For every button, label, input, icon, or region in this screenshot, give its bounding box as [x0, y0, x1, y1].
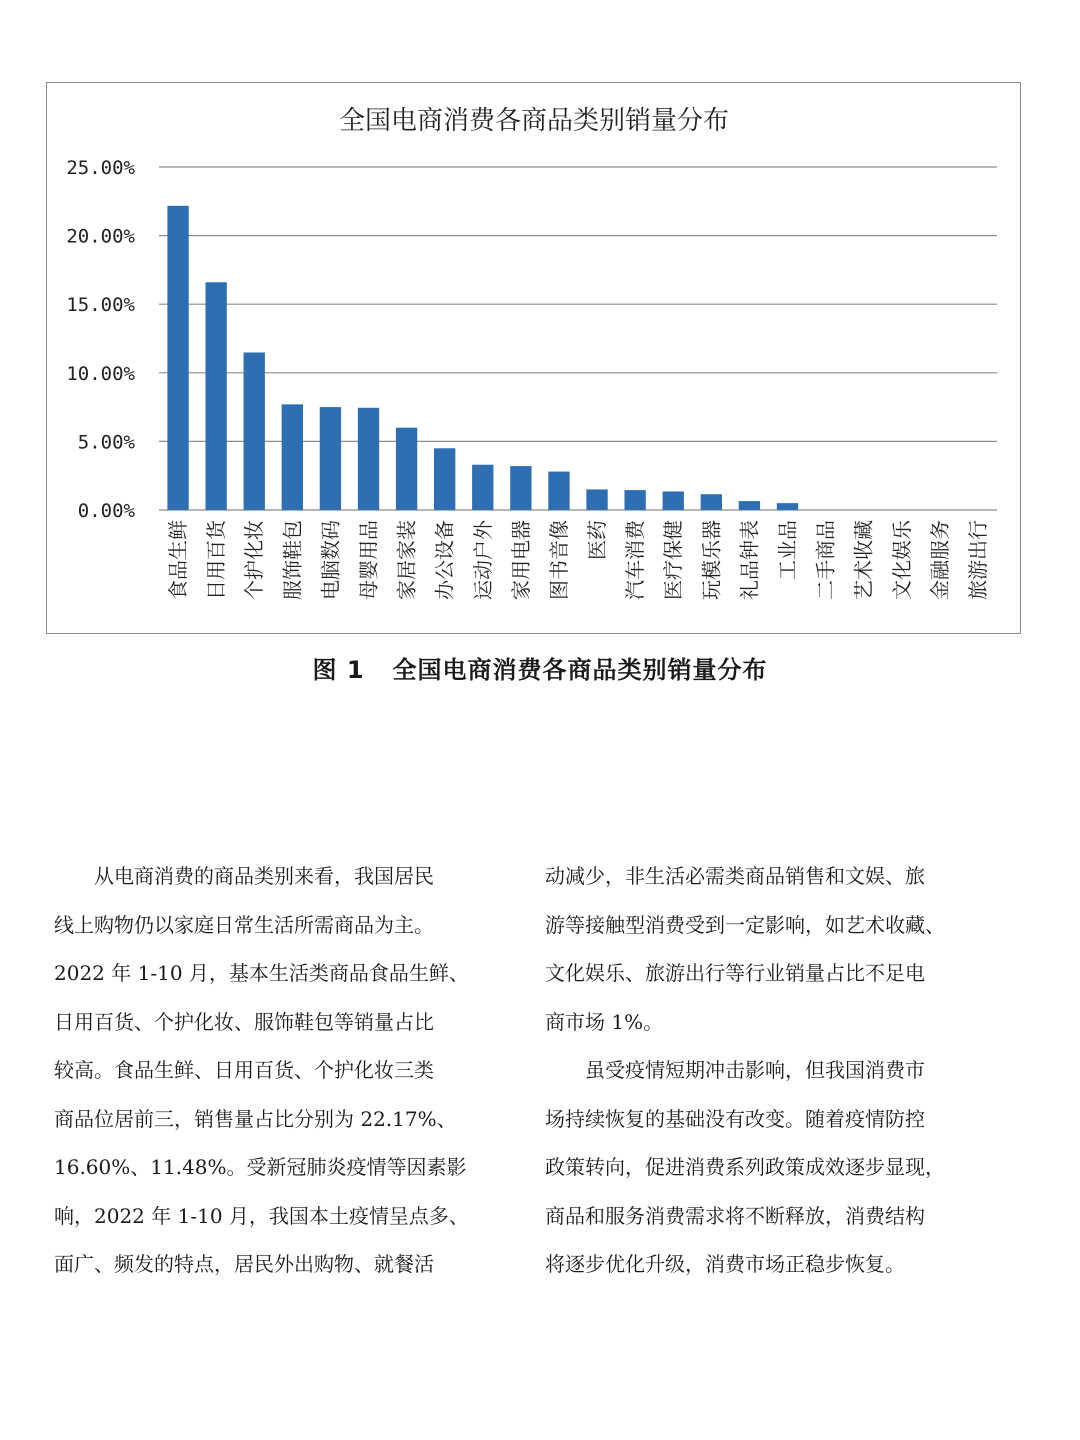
paragraph — [545, 852, 1015, 1046]
x-category-label: 玩模乐器 — [699, 520, 724, 600]
text-line: 商市场 1%。 — [545, 1009, 664, 1034]
y-tick-label: 10.00% — [66, 362, 135, 385]
x-category-label: 日用百货 — [204, 520, 229, 600]
bar-1 — [167, 206, 188, 510]
paragraph — [545, 1046, 1015, 1289]
text-line: 动减少，非生活必需类商品销售和文娱、旅 — [545, 864, 925, 888]
bar-15 — [701, 494, 722, 510]
text-line: 响，2022 年 1-10 月，我国本土疫情呈点多、 — [54, 1203, 469, 1228]
body-text-left-column — [54, 852, 509, 1289]
y-axis-tick-labels — [66, 157, 135, 522]
bar-16 — [739, 501, 760, 510]
x-category-label: 文化娱乐 — [889, 520, 914, 600]
figure-number: 图 1 — [312, 656, 365, 684]
bar-7 — [396, 428, 417, 510]
bar-9 — [472, 465, 493, 510]
x-category-label: 食品生鲜 — [166, 520, 191, 600]
bar-11 — [548, 472, 569, 510]
paragraph — [54, 852, 509, 1289]
figure-caption — [0, 650, 1080, 685]
x-category-label: 旅游出行 — [965, 520, 990, 600]
x-category-label: 图书音像 — [546, 520, 571, 600]
text-line: 政策转向，促进消费系列政策成效逐步显现， — [545, 1155, 945, 1179]
text-line: 商品和服务消费需求将不断释放，消费结构 — [545, 1203, 925, 1228]
bar-12 — [586, 489, 607, 510]
x-category-label: 艺术收藏 — [851, 520, 876, 600]
x-category-label: 母婴用品 — [356, 520, 381, 600]
text-line: 虽受疫情短期冲击影响，但我国消费市 — [585, 1058, 925, 1082]
bar-4 — [282, 404, 303, 510]
bar-17 — [777, 503, 798, 510]
bar-10 — [510, 466, 531, 510]
text-line: 2022 年 1-10 月，基本生活类商品食品生鲜、 — [54, 961, 469, 985]
bars — [167, 206, 798, 510]
text-line: 16.60%、11.48%。受新冠肺炎疫情等因素影 — [54, 1155, 467, 1179]
text-line: 将逐步优化升级，消费市场正稳步恢复。 — [545, 1252, 905, 1276]
bar-2 — [205, 282, 226, 510]
x-category-label: 服饰鞋包 — [280, 520, 305, 600]
x-category-label: 个护化妆 — [242, 520, 267, 600]
x-category-label: 二手商品 — [813, 520, 838, 600]
chart-frame — [46, 82, 1021, 634]
text-line: 日用百货、个护化妆、服饰鞋包等销量占比 — [54, 1009, 434, 1034]
figure-caption-text: 全国电商消费各商品类别销量分布 — [392, 656, 768, 684]
bar-5 — [320, 407, 341, 510]
bar-chart — [47, 83, 1022, 635]
x-category-label: 医疗保健 — [661, 520, 686, 600]
x-category-label: 礼品钟表 — [737, 520, 762, 600]
text-line: 面广、频发的特点，居民外出购物、就餐活 — [54, 1252, 434, 1276]
bar-14 — [663, 491, 684, 510]
y-tick-label: 15.00% — [66, 294, 135, 317]
y-tick-label: 0.00% — [77, 500, 135, 522]
x-category-label: 家用电器 — [508, 520, 533, 600]
x-category-label: 电脑数码 — [318, 520, 343, 600]
text-line: 商品位居前三，销售量占比分别为 22.17%、 — [54, 1106, 457, 1131]
bar-13 — [624, 490, 645, 510]
y-tick-label: 20.00% — [66, 225, 135, 248]
bar-3 — [244, 352, 265, 510]
bar-6 — [358, 408, 379, 510]
y-tick-label: 5.00% — [77, 431, 135, 454]
body-text-right-column — [545, 852, 1015, 1289]
x-category-label: 工业品 — [775, 520, 800, 580]
x-category-label: 办公设备 — [432, 520, 457, 600]
x-category-label: 汽车消费 — [623, 520, 648, 600]
text-line: 文化娱乐、旅游出行等行业销量占比不足电 — [545, 961, 925, 985]
text-line: 场持续恢复的基础没有改变。随着疫情防控 — [545, 1106, 925, 1131]
x-axis-category-labels — [166, 518, 990, 600]
chart-title: 全国电商消费各商品类别销量分布 — [338, 106, 730, 136]
text-line: 从电商消费的商品类别来看，我国居民 — [94, 864, 434, 888]
y-tick-label: 25.00% — [66, 157, 135, 179]
text-line: 线上购物仍以家庭日常生活所需商品为主。 — [54, 912, 434, 937]
x-category-label: 金融服务 — [927, 520, 952, 600]
x-category-label: 运动户外 — [470, 520, 495, 600]
bar-8 — [434, 448, 455, 510]
x-category-label: 家居家装 — [394, 520, 419, 600]
text-line: 游等接触型消费受到一定影响，如艺术收藏、 — [545, 912, 945, 937]
text-line: 较高。食品生鲜、日用百货、个护化妆三类 — [54, 1058, 434, 1082]
x-category-label: 医药 — [585, 520, 610, 560]
